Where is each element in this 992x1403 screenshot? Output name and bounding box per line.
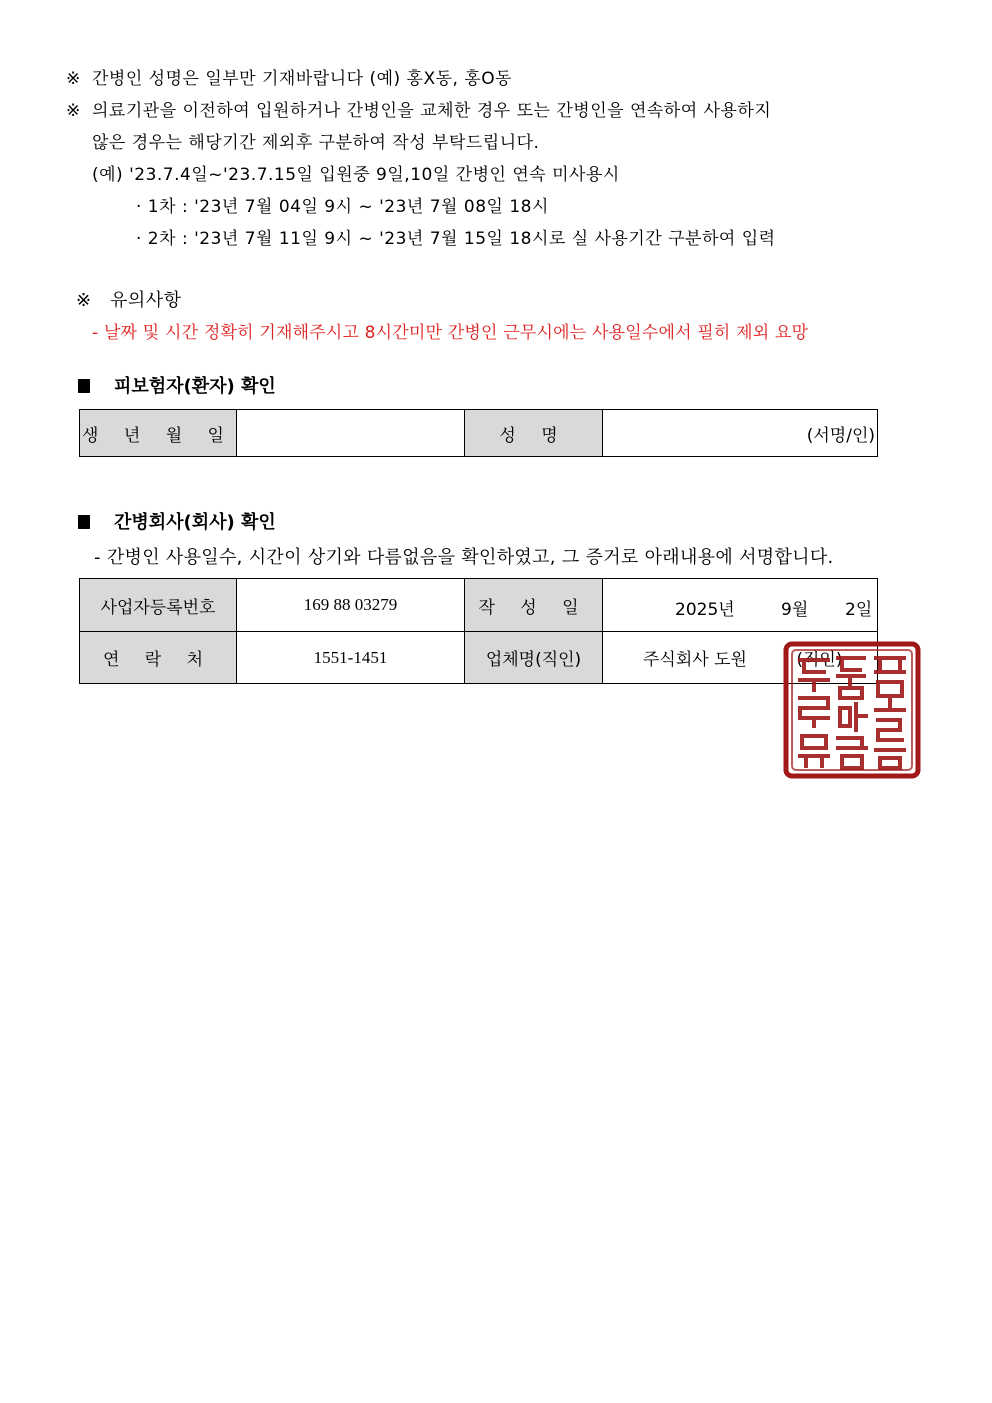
insured-heading-text: 피보험자(환자) 확인 [114, 376, 276, 397]
note-2-text-line1: 의료기관을 이전하여 입원하거나 간병인을 교체한 경우 또는 간병인을 연속하여 사용하지 [92, 101, 772, 121]
caution-title [76, 286, 182, 312]
reg-number-value: 169 88 03279 [237, 579, 465, 632]
date-year: 2025년 [675, 600, 735, 620]
contact-label: 연 락 처 [80, 632, 237, 684]
date-day: 2일 [845, 600, 873, 620]
example-item-1: · 1차 : '23년 7월 04일 9시 ~ '23년 7월 08일 18시 [136, 197, 549, 217]
reference-mark-icon: ※ [66, 101, 81, 121]
insured-table [79, 409, 878, 457]
birth-field[interactable] [237, 410, 465, 457]
company-heading-text: 간병회사(회사) 확인 [114, 512, 276, 533]
seal-label: (직인) [796, 650, 843, 670]
reference-mark-icon: ※ [76, 290, 92, 311]
company-table [79, 578, 878, 684]
note-1-text: 간병인 성명은 일부만 기재바랍니다 (예) 홍X동, 홍O동 [92, 69, 513, 89]
company-name-label: 업체명(직인) [465, 632, 603, 684]
caution-title-text: 유의사항 [110, 290, 182, 311]
reference-mark-icon: ※ [66, 69, 81, 89]
square-bullet-icon [78, 515, 90, 529]
date-label: 작 성 일 [465, 579, 603, 632]
date-value [603, 579, 878, 632]
contact-value: 1551-1451 [237, 632, 465, 684]
birth-label: 생 년 월 일 [80, 410, 237, 457]
note-1 [66, 64, 512, 89]
company-heading [78, 508, 276, 534]
reg-number-label: 사업자등록번호 [80, 579, 237, 632]
name-label: 성 명 [465, 410, 603, 457]
example-item-2: · 2차 : '23년 7월 11일 9시 ~ '23년 7월 15일 18시로 실 사용기간 구분하여 입력 [136, 229, 776, 249]
date-month: 9월 [781, 600, 809, 620]
signature-field[interactable]: (서명/인) [603, 410, 878, 457]
company-seal-stamp [782, 640, 922, 780]
caution-text: - 날짜 및 시간 정확히 기재해주시고 8시간미만 간병인 근무시에는 사용일수에서 필히 제외 요망 [92, 323, 809, 343]
note-2 [66, 96, 771, 121]
example-text: (예) '23.7.4일~'23.7.15일 입원중 9일,10일 간병인 연속 미사용시 [92, 165, 620, 185]
note-2-text-line2: 않은 경우는 해당기간 제외후 구분하여 작성 부탁드립니다. [92, 133, 540, 153]
insured-heading [78, 372, 276, 398]
company-name-text: 주식회사 도원 [643, 650, 747, 670]
company-statement: - 간병인 사용일수, 시간이 상기와 다름없음을 확인하였고, 그 증거로 아래내용에 서명합니다. [94, 547, 834, 568]
square-bullet-icon [78, 379, 90, 393]
